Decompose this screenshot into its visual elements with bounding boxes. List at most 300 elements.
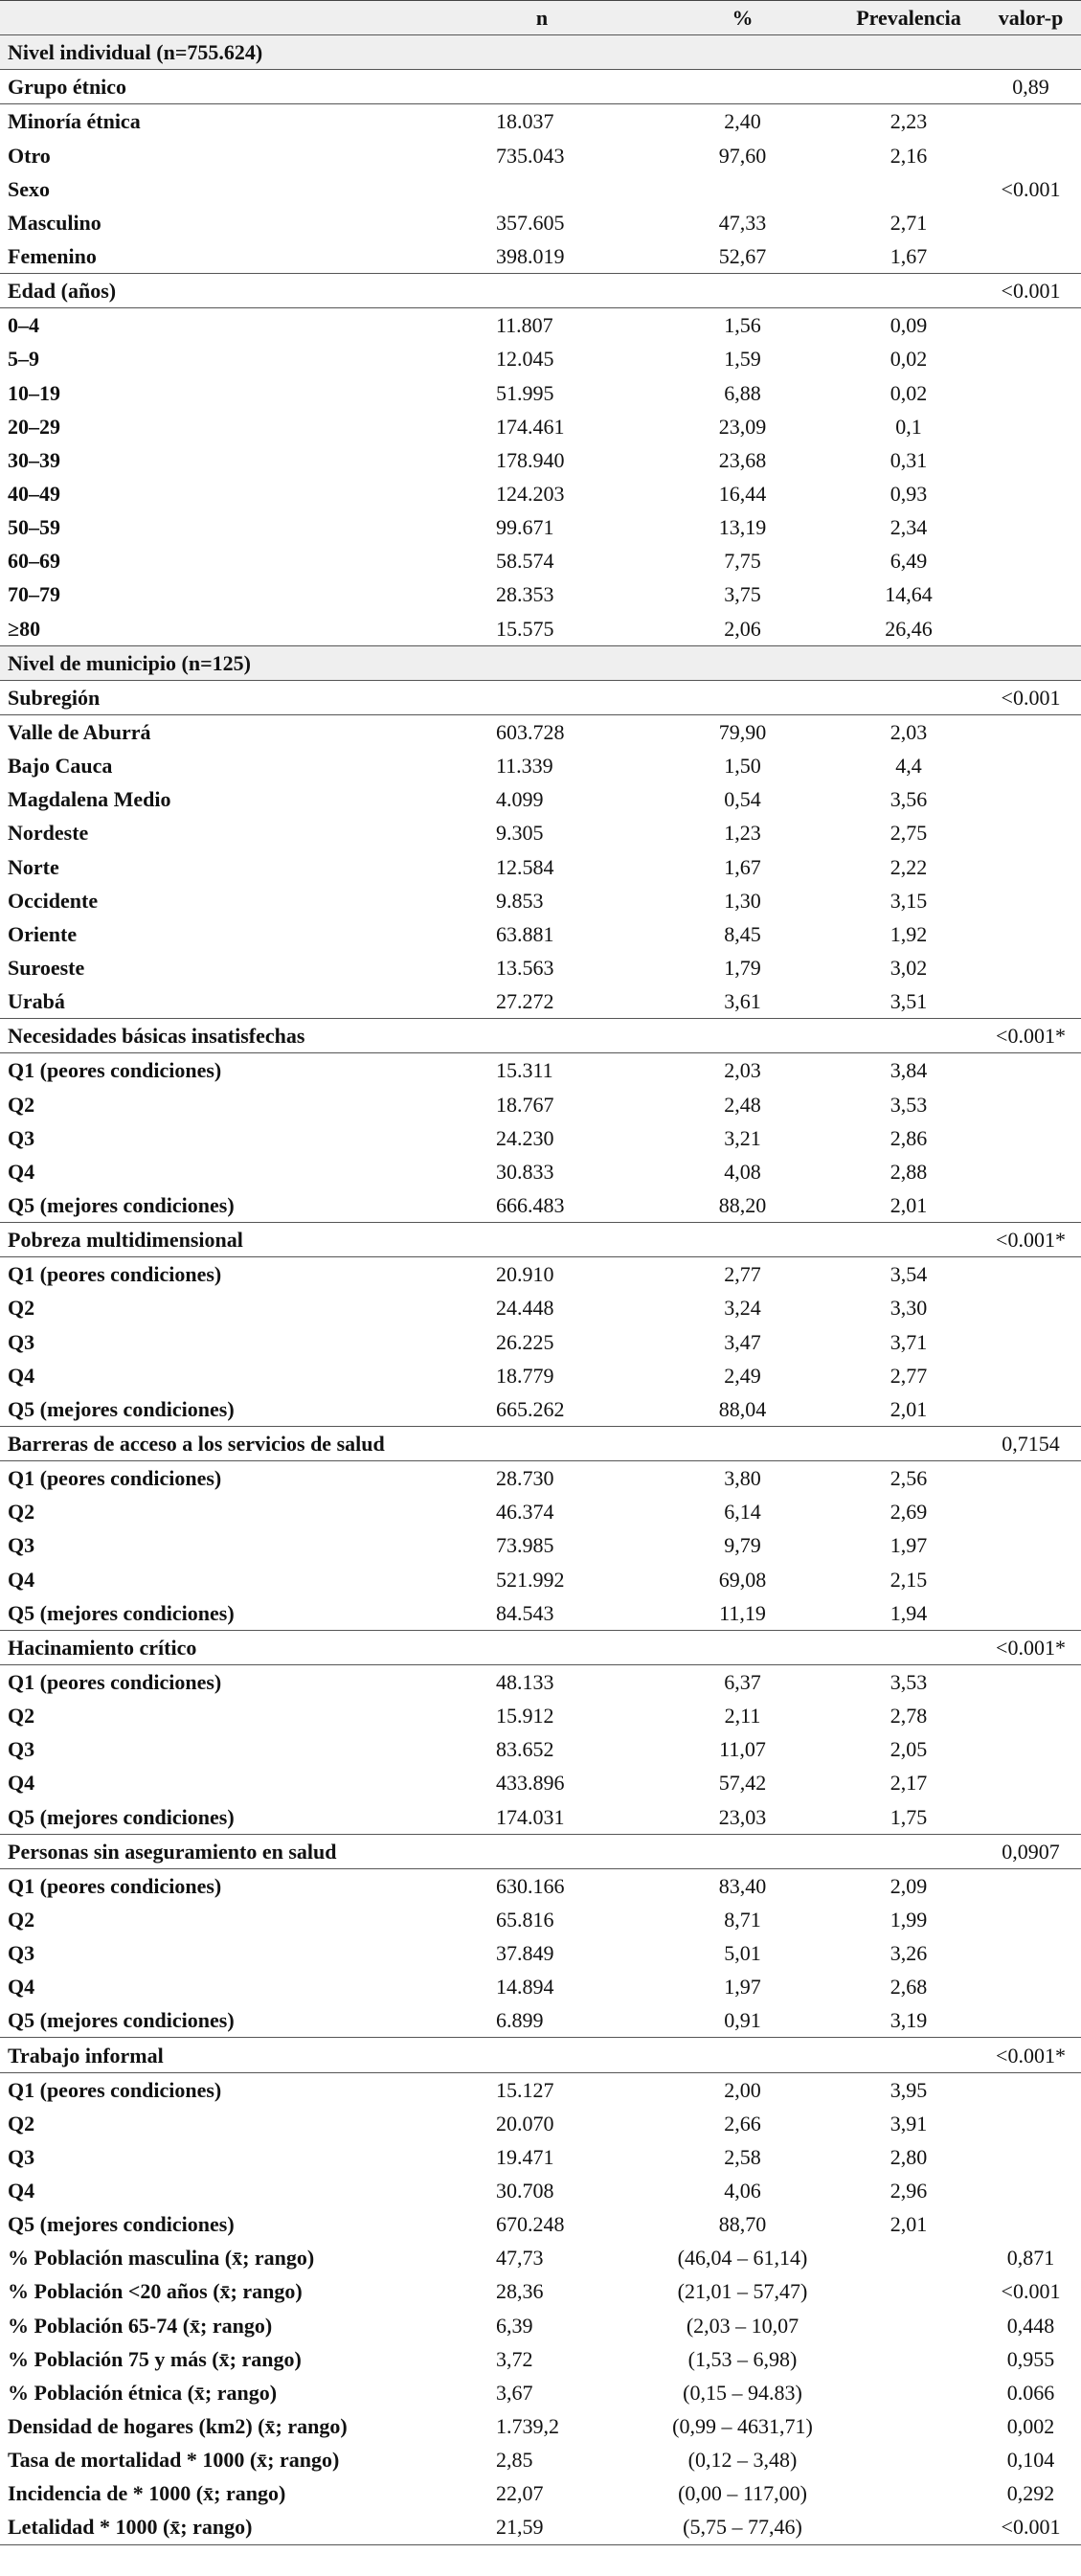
cell-prevalence xyxy=(837,2510,980,2544)
cell-prevalence: 3,53 xyxy=(890,1092,928,1117)
table-row xyxy=(0,104,1081,139)
cell-p-value: <0.001 xyxy=(980,2510,1081,2544)
table-row xyxy=(0,2376,1081,2409)
cell-p-value: <0.001* xyxy=(980,2038,1081,2072)
row-label: Q3 xyxy=(8,1533,35,1558)
row-label: Bajo Cauca xyxy=(8,754,113,779)
cell-p-value xyxy=(980,510,1081,544)
row-label: Norte xyxy=(8,854,59,879)
cell-n: 28,36 xyxy=(496,2279,544,2304)
row-label: Q1 (peores condiciones) xyxy=(8,1262,222,1287)
cell-prevalence: 1,75 xyxy=(890,1804,928,1829)
row-label: Necesidades básicas insatisfechas xyxy=(0,1019,436,1053)
cell-p-value: 0,292 xyxy=(1006,2481,1055,2506)
cell-prevalence xyxy=(837,1834,980,1868)
cell-prevalence xyxy=(837,2476,980,2510)
cell-percent: 2,00 xyxy=(724,2077,761,2102)
cell-prevalence xyxy=(837,1223,980,1257)
table-row xyxy=(0,1257,1081,1292)
cell-prevalence: 2,22 xyxy=(890,854,928,879)
cell-prevalence xyxy=(837,2274,980,2308)
cell-p-value xyxy=(980,984,1081,1019)
cell-percent: 1,56 xyxy=(724,313,761,338)
cell-prevalence: 2,69 xyxy=(890,1500,928,1525)
cell-n: 30.833 xyxy=(496,1159,554,1184)
table-header xyxy=(0,1,1081,35)
cell-p-value xyxy=(980,612,1081,646)
cell-n: 1.739,2 xyxy=(496,2414,559,2439)
cell-prevalence xyxy=(837,1630,980,1664)
table-row xyxy=(0,782,1081,816)
cell-n: 24.448 xyxy=(496,1296,554,1321)
cell-prevalence: 2,75 xyxy=(890,821,928,846)
cell-n xyxy=(436,1834,648,1868)
cell-n: 26.225 xyxy=(496,1329,554,1354)
cell-percent: 2,77 xyxy=(724,1262,761,1287)
row-label: 70–79 xyxy=(8,582,60,607)
row-label: Q2 xyxy=(8,1500,35,1525)
cell-p-value xyxy=(980,1359,1081,1392)
row-label: Q3 xyxy=(8,1941,35,1966)
cell-percent: 16,44 xyxy=(718,482,767,507)
cell-percent: 11,07 xyxy=(719,1737,766,1762)
cell-prevalence xyxy=(837,2376,980,2409)
cell-n: 357.605 xyxy=(496,210,565,235)
cell-p-value xyxy=(980,1903,1081,1936)
cell-prevalence: 2,96 xyxy=(890,2179,928,2203)
table-row xyxy=(0,2274,1081,2308)
row-label: Occidente xyxy=(8,888,99,913)
cell-n: 99.671 xyxy=(496,515,554,540)
row-label: 40–49 xyxy=(8,482,60,507)
cell-p-value xyxy=(980,1121,1081,1155)
group-row xyxy=(0,1019,1081,1053)
table-row xyxy=(0,1528,1081,1562)
cell-percent: (1,53 – 6,98) xyxy=(687,2346,798,2371)
header-p-value: valor-p xyxy=(998,6,1064,31)
cell-percent: 13,19 xyxy=(718,515,767,540)
row-label: Densidad de hogares (km2) (x̄; rango) xyxy=(8,2414,348,2439)
cell-n: 174.461 xyxy=(496,414,565,439)
cell-p-value xyxy=(980,1053,1081,1088)
row-label: Magdalena Medio xyxy=(8,787,171,812)
row-label: Q4 xyxy=(8,1771,35,1796)
cell-n: 65.816 xyxy=(496,1907,554,1932)
cell-percent: 2,40 xyxy=(724,109,761,134)
table-row xyxy=(0,1766,1081,1799)
cell-prevalence xyxy=(837,2443,980,2476)
table-row xyxy=(0,544,1081,577)
cell-p-value xyxy=(980,443,1081,477)
table-row xyxy=(0,1699,1081,1732)
table-row xyxy=(0,577,1081,611)
group-row xyxy=(0,2038,1081,2072)
cell-p-value xyxy=(980,917,1081,951)
cell-percent: 3,80 xyxy=(724,1466,761,1491)
cell-prevalence xyxy=(837,1426,980,1460)
cell-percent: 47,33 xyxy=(718,210,767,235)
table-row xyxy=(0,1461,1081,1496)
group-row xyxy=(0,680,1081,714)
cell-p-value: 0.066 xyxy=(1006,2380,1055,2405)
cell-p-value xyxy=(980,239,1081,274)
table-row xyxy=(0,951,1081,984)
row-label: Q3 xyxy=(8,1329,35,1354)
cell-prevalence: 2,09 xyxy=(890,1873,928,1898)
cell-n: 22,07 xyxy=(496,2481,544,2506)
cell-prevalence: 1,94 xyxy=(890,1600,928,1625)
cell-p-value xyxy=(980,714,1081,749)
cell-prevalence xyxy=(837,2241,980,2274)
row-label: Q2 xyxy=(8,1296,35,1321)
cell-n: 174.031 xyxy=(496,1804,565,1829)
cell-n: 603.728 xyxy=(496,720,565,745)
table-row xyxy=(0,376,1081,410)
cell-percent: 4,08 xyxy=(724,1159,761,1184)
cell-p-value xyxy=(980,544,1081,577)
cell-percent: 8,45 xyxy=(724,921,761,946)
row-label: % Población masculina (x̄; rango) xyxy=(8,2246,315,2271)
cell-n: 48.133 xyxy=(496,1669,554,1694)
cell-prevalence: 2,77 xyxy=(890,1363,928,1388)
row-label: Q5 (mejores condiciones) xyxy=(8,1600,235,1625)
cell-p-value xyxy=(980,1970,1081,2003)
cell-p-value: <0.001 xyxy=(1001,176,1061,201)
row-label: Grupo étnico xyxy=(0,70,436,104)
row-label: 30–39 xyxy=(8,447,60,472)
table-row xyxy=(0,1359,1081,1392)
cell-p-value: 0,0907 xyxy=(980,1834,1081,1868)
cell-prevalence: 2,05 xyxy=(890,1737,928,1762)
row-label: Minoría étnica xyxy=(8,109,141,134)
cell-prevalence: 0,1 xyxy=(895,414,922,439)
cell-p-value xyxy=(980,1732,1081,1766)
cell-prevalence: 1,99 xyxy=(890,1907,928,1932)
row-label: % Población étnica (x̄; rango) xyxy=(8,2380,278,2405)
row-label: Q2 xyxy=(8,1092,35,1117)
row-label: Masculino xyxy=(8,210,101,235)
cell-p-value xyxy=(980,577,1081,611)
cell-n: 11.339 xyxy=(496,754,553,779)
cell-percent: 23,03 xyxy=(718,1804,767,1829)
cell-n xyxy=(436,1630,648,1664)
cell-percent: (0,99 – 4631,71) xyxy=(672,2414,813,2439)
table-row xyxy=(0,2003,1081,2038)
cell-percent xyxy=(648,680,837,714)
cell-n: 3,72 xyxy=(496,2346,533,2371)
table-row xyxy=(0,139,1081,172)
cell-p-value: 0,104 xyxy=(1006,2448,1055,2473)
row-label: Q4 xyxy=(8,1363,35,1388)
header-n: n xyxy=(535,6,549,31)
cell-prevalence: 3,91 xyxy=(890,2111,928,2135)
cell-p-value: <0.001 xyxy=(980,680,1081,714)
table-row xyxy=(0,2072,1081,2107)
cell-p-value xyxy=(980,2003,1081,2038)
row-label: Trabajo informal xyxy=(0,2038,436,2072)
cell-prevalence: 2,86 xyxy=(890,1125,928,1150)
cell-p-value xyxy=(980,1799,1081,1834)
cell-percent: (0,15 – 94.83) xyxy=(683,2380,802,2405)
row-label: Q5 (mejores condiciones) xyxy=(8,1396,235,1421)
cell-n: 9.305 xyxy=(496,821,544,846)
cell-percent: 7,75 xyxy=(724,549,761,574)
cell-prevalence: 3,15 xyxy=(890,888,928,913)
cell-prevalence xyxy=(837,172,980,206)
table-row xyxy=(0,1495,1081,1528)
table-row xyxy=(0,1664,1081,1699)
table-row xyxy=(0,1596,1081,1631)
cell-prevalence: 2,01 xyxy=(890,1192,928,1217)
table-row xyxy=(0,172,1081,206)
cell-percent: 6,14 xyxy=(724,1500,761,1525)
cell-p-value xyxy=(980,1766,1081,1799)
cell-p-value xyxy=(980,342,1081,375)
cell-percent: (5,75 – 77,46) xyxy=(648,2510,837,2544)
row-label: Otro xyxy=(8,143,51,168)
cell-n: 665.262 xyxy=(496,1396,565,1421)
cell-p-value xyxy=(980,1664,1081,1699)
cell-prevalence: 2,68 xyxy=(890,1975,928,2000)
section-title: Nivel de municipio (n=125) xyxy=(0,645,1081,680)
row-label: 10–19 xyxy=(8,380,60,405)
table-row xyxy=(0,2140,1081,2174)
cell-p-value xyxy=(980,2140,1081,2174)
cell-percent xyxy=(648,1223,837,1257)
cell-prevalence: 3,71 xyxy=(890,1329,928,1354)
row-label: Q1 (peores condiciones) xyxy=(8,2077,222,2102)
cell-n: 73.985 xyxy=(496,1533,554,1558)
cell-percent: 52,67 xyxy=(718,244,767,269)
cell-p-value xyxy=(980,1495,1081,1528)
table-body xyxy=(0,35,1081,2544)
cell-prevalence: 2,16 xyxy=(890,143,928,168)
table-row xyxy=(0,1392,1081,1427)
cell-prevalence xyxy=(837,2342,980,2376)
cell-p-value xyxy=(980,1257,1081,1292)
cell-percent xyxy=(648,70,837,104)
cell-n: 2,85 xyxy=(496,2448,533,2473)
cell-p-value xyxy=(980,1596,1081,1631)
group-row xyxy=(0,1630,1081,1664)
table-row xyxy=(0,206,1081,239)
row-label: Personas sin aseguramiento en salud xyxy=(0,1834,436,1868)
cell-prevalence xyxy=(837,274,980,308)
cell-n: 30.708 xyxy=(496,2179,554,2203)
section-row xyxy=(0,35,1081,70)
cell-percent: 3,75 xyxy=(724,582,761,607)
table-row xyxy=(0,477,1081,510)
cell-p-value: <0.001* xyxy=(980,1223,1081,1257)
cell-prevalence: 26,46 xyxy=(885,616,933,641)
cell-n: 18.037 xyxy=(496,109,554,134)
table-row xyxy=(0,1291,1081,1324)
cell-n xyxy=(436,172,648,206)
cell-percent: 1,79 xyxy=(724,956,761,980)
row-label: Q2 xyxy=(8,1704,35,1729)
cell-n: 178.940 xyxy=(496,447,565,472)
cell-prevalence: 0,93 xyxy=(890,482,928,507)
row-label: 60–69 xyxy=(8,549,60,574)
cell-n: 15.575 xyxy=(496,616,554,641)
cell-percent: 23,09 xyxy=(718,414,767,439)
table-row xyxy=(0,510,1081,544)
table-row xyxy=(0,1053,1081,1088)
row-label: Pobreza multidimensional xyxy=(0,1223,436,1257)
table-row xyxy=(0,1903,1081,1936)
table-row xyxy=(0,2107,1081,2140)
cell-percent: 9,79 xyxy=(724,1533,761,1558)
cell-n: 521.992 xyxy=(496,1567,565,1592)
cell-prevalence: 1,92 xyxy=(890,921,928,946)
cell-prevalence: 2,56 xyxy=(890,1466,928,1491)
row-label: 50–59 xyxy=(8,515,60,540)
row-label: Q3 xyxy=(8,1737,35,1762)
row-label: ≥80 xyxy=(8,616,41,641)
cell-percent xyxy=(648,274,837,308)
table-row xyxy=(0,308,1081,343)
cell-p-value xyxy=(980,1562,1081,1595)
cell-prevalence: 2,01 xyxy=(890,1396,928,1421)
row-label: Letalidad * 1000 (x̄; rango) xyxy=(0,2510,436,2544)
table-row xyxy=(0,1188,1081,1223)
cell-percent: 1,59 xyxy=(724,347,761,372)
table-row xyxy=(0,612,1081,646)
cell-percent: 23,68 xyxy=(718,447,767,472)
cell-p-value: <0.001* xyxy=(980,1630,1081,1664)
cell-percent: 97,60 xyxy=(718,143,767,168)
cell-n: 20.910 xyxy=(496,1262,554,1287)
group-row xyxy=(0,1834,1081,1868)
cell-n: 6,39 xyxy=(496,2313,533,2338)
cell-prevalence: 3,53 xyxy=(890,1669,928,1694)
cell-n: 6.899 xyxy=(496,2008,544,2033)
row-label: 5–9 xyxy=(8,347,39,372)
cell-percent: 79,90 xyxy=(718,720,767,745)
cell-n: 3,67 xyxy=(496,2380,533,2405)
table-row xyxy=(0,2476,1081,2510)
cell-percent: 2,58 xyxy=(724,2144,761,2169)
cell-percent: (46,04 – 61,14) xyxy=(677,2246,808,2271)
cell-n: 24.230 xyxy=(496,1125,554,1150)
header-label xyxy=(0,1,436,35)
row-label: Q5 (mejores condiciones) xyxy=(8,2212,235,2237)
cell-prevalence: 2,01 xyxy=(890,2212,928,2237)
cell-prevalence xyxy=(837,1019,980,1053)
table-row xyxy=(0,1324,1081,1358)
row-label: Q4 xyxy=(8,1159,35,1184)
cell-n: 735.043 xyxy=(496,143,565,168)
cell-n: 83.652 xyxy=(496,1737,554,1762)
cell-prevalence: 2,71 xyxy=(890,210,928,235)
cell-n xyxy=(436,274,648,308)
table-row xyxy=(0,1155,1081,1188)
row-label: Urabá xyxy=(8,989,65,1014)
row-label: Q5 (mejores condiciones) xyxy=(8,2008,235,2033)
cell-p-value xyxy=(980,816,1081,849)
cell-n: 398.019 xyxy=(496,244,565,269)
cell-p-value xyxy=(980,749,1081,782)
cell-p-value xyxy=(980,139,1081,172)
row-label: Suroeste xyxy=(8,956,85,980)
cell-percent: 69,08 xyxy=(718,1567,767,1592)
cell-prevalence: 1,97 xyxy=(890,1533,928,1558)
cell-percent: 88,04 xyxy=(718,1396,767,1421)
table-row xyxy=(0,1868,1081,1903)
row-label: Tasa de mortalidad * 1000 (x̄; rango) xyxy=(8,2448,340,2473)
header-percent: % xyxy=(732,6,754,31)
cell-p-value: 0,7154 xyxy=(980,1426,1081,1460)
cell-prevalence: 3,30 xyxy=(890,1296,928,1321)
row-label: Q1 (peores condiciones) xyxy=(8,1669,222,1694)
cell-percent: 4,06 xyxy=(724,2179,761,2203)
section-row xyxy=(0,645,1081,680)
row-label: Sexo xyxy=(8,176,50,201)
cell-n xyxy=(436,680,648,714)
cell-n: 21,59 xyxy=(436,2510,648,2544)
table-row xyxy=(0,884,1081,917)
cell-n: 15.127 xyxy=(496,2077,554,2102)
cell-percent: 0,91 xyxy=(724,2008,761,2033)
cell-prevalence: 3,56 xyxy=(890,787,928,812)
row-label: Femenino xyxy=(8,244,97,269)
cell-p-value xyxy=(980,1392,1081,1427)
row-label: Hacinamiento crítico xyxy=(0,1630,436,1664)
row-label: % Población <20 años (x̄; rango) xyxy=(8,2279,303,2304)
table-row xyxy=(0,443,1081,477)
cell-percent: 3,21 xyxy=(724,1125,761,1150)
row-label: 0–4 xyxy=(8,313,39,338)
cell-n: 58.574 xyxy=(496,549,554,574)
cell-percent: 83,40 xyxy=(718,1873,767,1898)
cell-percent: 11,19 xyxy=(719,1600,766,1625)
cell-percent xyxy=(648,1630,837,1664)
row-label: Valle de Aburrá xyxy=(8,720,151,745)
row-label: Barreras de acceso a los servicios de salud xyxy=(0,1426,436,1460)
table-row xyxy=(0,2443,1081,2476)
cell-prevalence: 2,03 xyxy=(890,720,928,745)
table-row xyxy=(0,1088,1081,1121)
cell-percent: (0,12 – 3,48) xyxy=(687,2448,798,2473)
cell-p-value xyxy=(980,884,1081,917)
cell-p-value xyxy=(980,1155,1081,1188)
cell-n: 28.353 xyxy=(496,582,554,607)
table-row xyxy=(0,714,1081,749)
cell-p-value xyxy=(980,1088,1081,1121)
group-row xyxy=(0,274,1081,308)
cell-percent: 88,20 xyxy=(718,1192,767,1217)
row-label: Incidencia de * 1000 (x̄; rango) xyxy=(8,2481,286,2506)
cell-p-value xyxy=(980,104,1081,139)
cell-p-value xyxy=(980,477,1081,510)
cell-p-value: 0,002 xyxy=(1006,2414,1055,2439)
cell-n: 63.881 xyxy=(496,921,554,946)
cell-percent: 1,30 xyxy=(724,888,761,913)
cell-p-value xyxy=(980,1936,1081,1970)
cell-prevalence: 3,95 xyxy=(890,2077,928,2102)
cell-percent: 2,03 xyxy=(724,1058,761,1083)
table-row xyxy=(0,2409,1081,2443)
section-title: Nivel individual (n=755.624) xyxy=(0,35,1081,70)
cell-n xyxy=(436,70,648,104)
cell-p-value xyxy=(980,2072,1081,2107)
cell-prevalence: 14,64 xyxy=(885,582,933,607)
cell-percent xyxy=(648,1834,837,1868)
cell-p-value xyxy=(980,1528,1081,1562)
cell-p-value xyxy=(980,2207,1081,2241)
cell-percent: 3,61 xyxy=(724,989,761,1014)
cell-percent: (2,03 – 10,07 xyxy=(686,2313,799,2338)
